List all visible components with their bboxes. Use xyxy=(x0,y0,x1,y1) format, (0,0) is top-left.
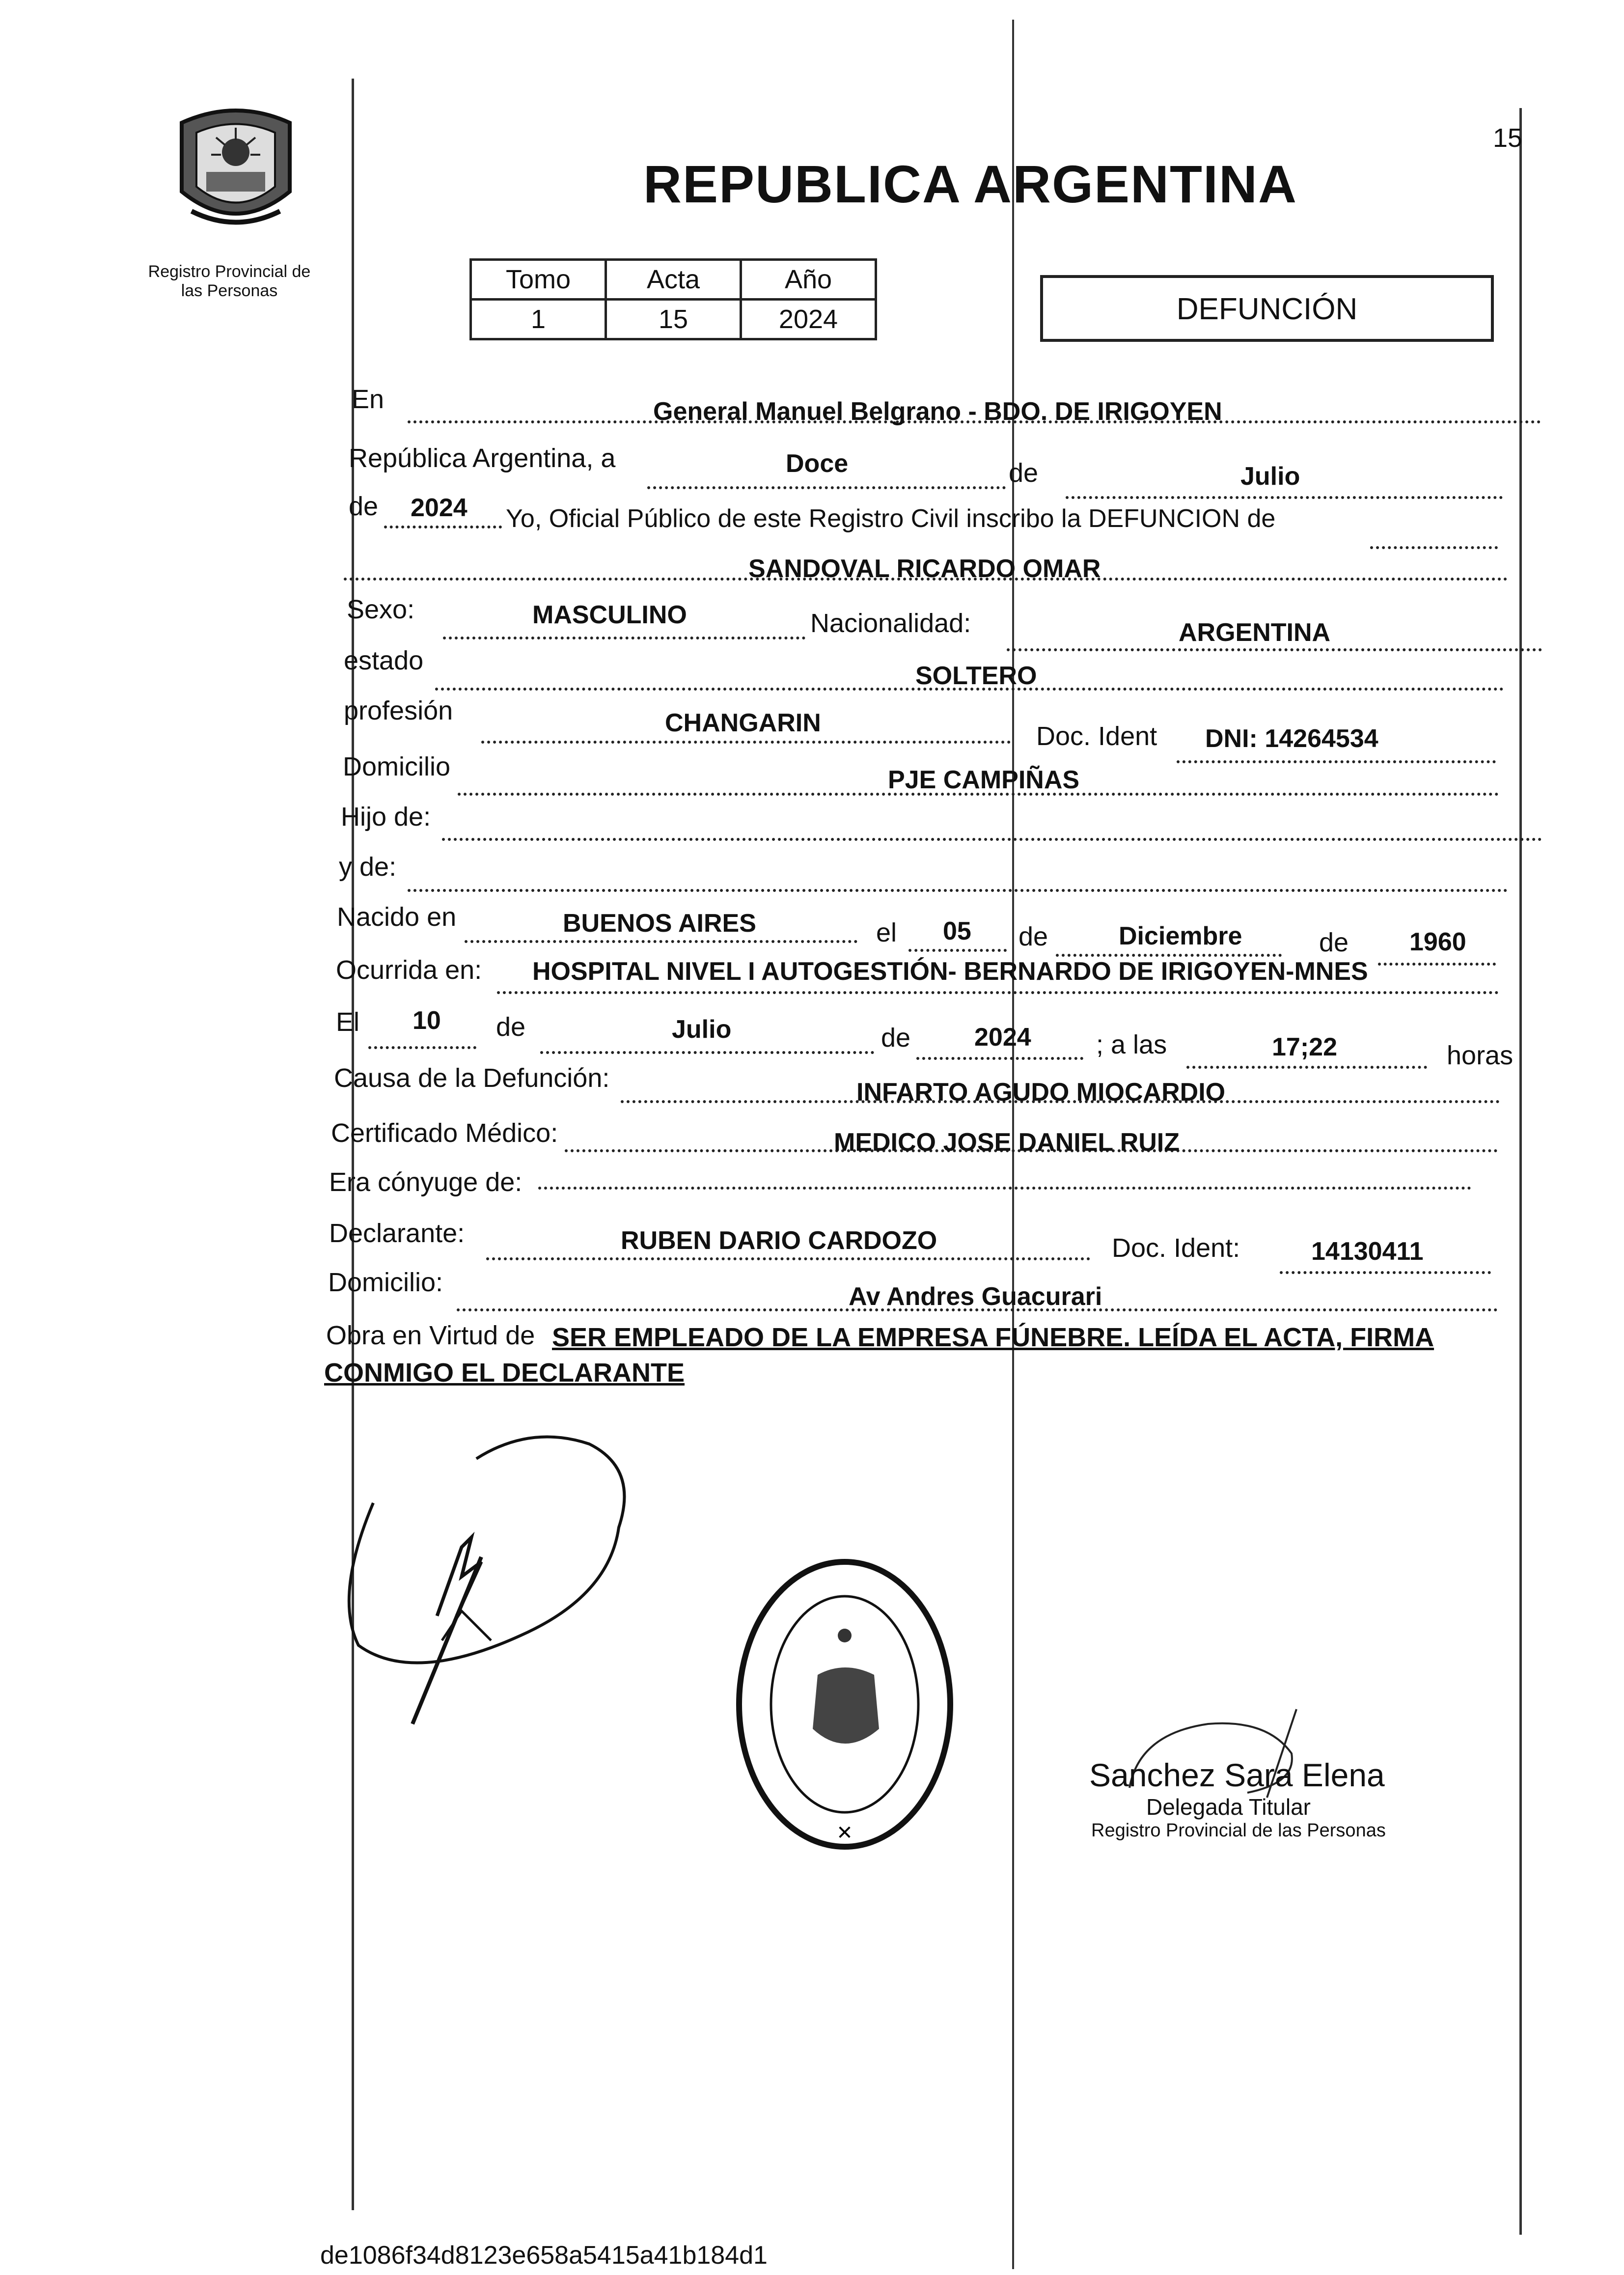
yde-dots xyxy=(408,889,1508,892)
day-word: Doce xyxy=(786,449,849,478)
provincia-misiones-seal-icon xyxy=(162,93,309,241)
profesion-value: CHANGARIN xyxy=(665,709,821,737)
page-title: REPUBLICA ARGENTINA xyxy=(643,154,1297,214)
ocurrida-label: Ocurrida en: xyxy=(336,955,482,985)
death-time-dots xyxy=(1186,1066,1427,1069)
birth-month: Diciembre xyxy=(1119,922,1242,950)
svg-text:✕: ✕ xyxy=(836,1822,853,1844)
registry-value-acta: 15 xyxy=(606,300,741,339)
obra-label: Obra en Virtud de xyxy=(326,1321,535,1350)
declarant-signature-icon xyxy=(314,1410,668,1763)
birth-day: 05 xyxy=(943,917,971,945)
hijo-label: Hijo de: xyxy=(341,802,431,832)
official-role: Delegada Titular xyxy=(1146,1794,1311,1820)
official-office: Registro Provincial de las Personas xyxy=(1091,1820,1386,1841)
republica-label: República Argentina, a xyxy=(349,444,616,473)
logo-caption-line1: Registro Provincial de xyxy=(148,262,311,281)
en-label: En xyxy=(352,385,385,414)
decl-doc-dots xyxy=(1280,1271,1491,1274)
nacionalidad-label: Nacionalidad: xyxy=(810,609,971,638)
en-value: General Manuel Belgrano - BDO. DE IRIGOYEN xyxy=(653,397,1222,426)
death-day: 10 xyxy=(413,1006,441,1035)
death-month-dots xyxy=(540,1051,874,1054)
year: 2024 xyxy=(411,494,468,522)
estado-label: estado xyxy=(344,646,424,675)
conyuge-label: Era cónyuge de: xyxy=(329,1167,523,1197)
deceased-name: SANDOVAL RICARDO OMAR xyxy=(748,555,1101,583)
registry-value-tomo: 1 xyxy=(471,300,606,339)
birth-year-dots xyxy=(1378,963,1496,966)
de-label-2: de xyxy=(349,492,379,521)
month: Julio xyxy=(1240,462,1300,491)
delegation-stamp-icon xyxy=(732,1552,958,1857)
year-dots xyxy=(384,526,502,528)
nacionalidad-dots xyxy=(1007,648,1542,651)
registry-header-tomo: Tomo xyxy=(471,260,606,300)
nacido-label: Nacido en xyxy=(337,902,457,932)
obra-value-line1: SER EMPLEADO DE LA EMPRESA FÚNEBRE. LEÍDA EL ACTA, FIRMA xyxy=(552,1323,1434,1352)
declarante-value: RUBEN DARIO CARDOZO xyxy=(621,1226,937,1255)
sexo-dots xyxy=(443,637,805,639)
registry-value-anio: 2024 xyxy=(741,300,876,339)
doc-ident-label: Doc. Ident xyxy=(1036,721,1157,751)
de-label-6: de xyxy=(881,1023,911,1053)
yde-label: y de: xyxy=(339,852,397,882)
decl-domicilio-value: Av Andres Guacurari xyxy=(849,1282,1102,1311)
causa-value: INFARTO AGUDO MIOCARDIO xyxy=(856,1078,1226,1107)
de-label-4: de xyxy=(1319,928,1349,957)
estado-value: SOLTERO xyxy=(915,662,1037,690)
sexo-value: MASCULINO xyxy=(532,601,687,629)
birth-day-dots xyxy=(908,949,1007,952)
birth-year: 1960 xyxy=(1409,928,1466,956)
right-margin-line xyxy=(1519,108,1522,2235)
horas-label: horas xyxy=(1447,1041,1514,1070)
page-number: 15 xyxy=(1493,123,1523,153)
de-label-3: de xyxy=(1018,922,1048,951)
yo-trailing-dots xyxy=(1370,546,1498,549)
certificado-value: MEDICO JOSE DANIEL RUIZ xyxy=(834,1128,1180,1157)
nacido-dots xyxy=(465,940,857,943)
el2-label: El xyxy=(336,1007,360,1037)
registry-header-anio: Año xyxy=(741,260,876,300)
logo-caption xyxy=(129,262,330,301)
de-label-5: de xyxy=(496,1012,526,1042)
death-month: Julio xyxy=(672,1015,732,1044)
record-type: DEFUNCIÓN xyxy=(1176,292,1358,326)
document-hash: de1086f34d8123e658a5415a41b184d1 xyxy=(320,2241,768,2270)
el-label: el xyxy=(876,918,897,947)
alas-label: ; a las xyxy=(1096,1030,1167,1059)
profesion-dots xyxy=(481,741,1011,744)
declarant-signature xyxy=(314,1410,668,1763)
hijo-dots xyxy=(442,838,1542,841)
registry-logo xyxy=(162,93,309,241)
day-dots xyxy=(647,486,1006,489)
decl-domicilio-label: Domicilio: xyxy=(328,1268,443,1297)
month-dots xyxy=(1066,496,1503,499)
decl-doc-label: Doc. Ident: xyxy=(1112,1233,1240,1263)
official-stamp xyxy=(732,1552,958,1857)
domicilio-label: Domicilio xyxy=(343,752,451,781)
profesion-label: profesión xyxy=(344,696,453,725)
logo-caption-line2: las Personas xyxy=(181,281,278,301)
birth-month-dots xyxy=(1056,954,1282,957)
death-year: 2024 xyxy=(974,1023,1031,1052)
decl-doc-value: 14130411 xyxy=(1311,1237,1424,1266)
nacionalidad-value: ARGENTINA xyxy=(1179,618,1331,647)
declarante-label: Declarante: xyxy=(329,1219,465,1248)
doc-ident-value: DNI: 14264534 xyxy=(1205,724,1378,753)
death-year-dots xyxy=(916,1057,1083,1060)
ocurrida-dots xyxy=(497,991,1499,994)
de-label-1: de xyxy=(1009,458,1039,488)
registry-header-acta: Acta xyxy=(606,260,741,300)
causa-label: Causa de la Defunción: xyxy=(334,1063,610,1093)
doc-ident-dots xyxy=(1177,760,1496,763)
death-day-dots xyxy=(368,1046,476,1049)
obra-value-line2: CONMIGO EL DECLARANTE xyxy=(324,1358,685,1387)
yo-text: Yo, Oficial Público de este Registro Civil inscribo la DEFUNCION de xyxy=(506,504,1276,533)
certificado-label: Certificado Médico: xyxy=(331,1118,558,1148)
nacido-value: BUENOS AIRES xyxy=(563,909,756,938)
conyuge-dots xyxy=(538,1187,1471,1190)
registry-table xyxy=(469,258,877,340)
sexo-label: Sexo: xyxy=(347,595,415,624)
ocurrida-value: HOSPITAL NIVEL I AUTOGESTIÓN- BERNARDO DE IRIGOYEN-MNES xyxy=(532,957,1368,986)
declarante-dots xyxy=(486,1257,1090,1260)
death-time: 17;22 xyxy=(1272,1033,1337,1061)
domicilio-value: PJE CAMPIÑAS xyxy=(888,766,1080,794)
official-name: Sanchez Sara Elena xyxy=(1089,1757,1385,1793)
